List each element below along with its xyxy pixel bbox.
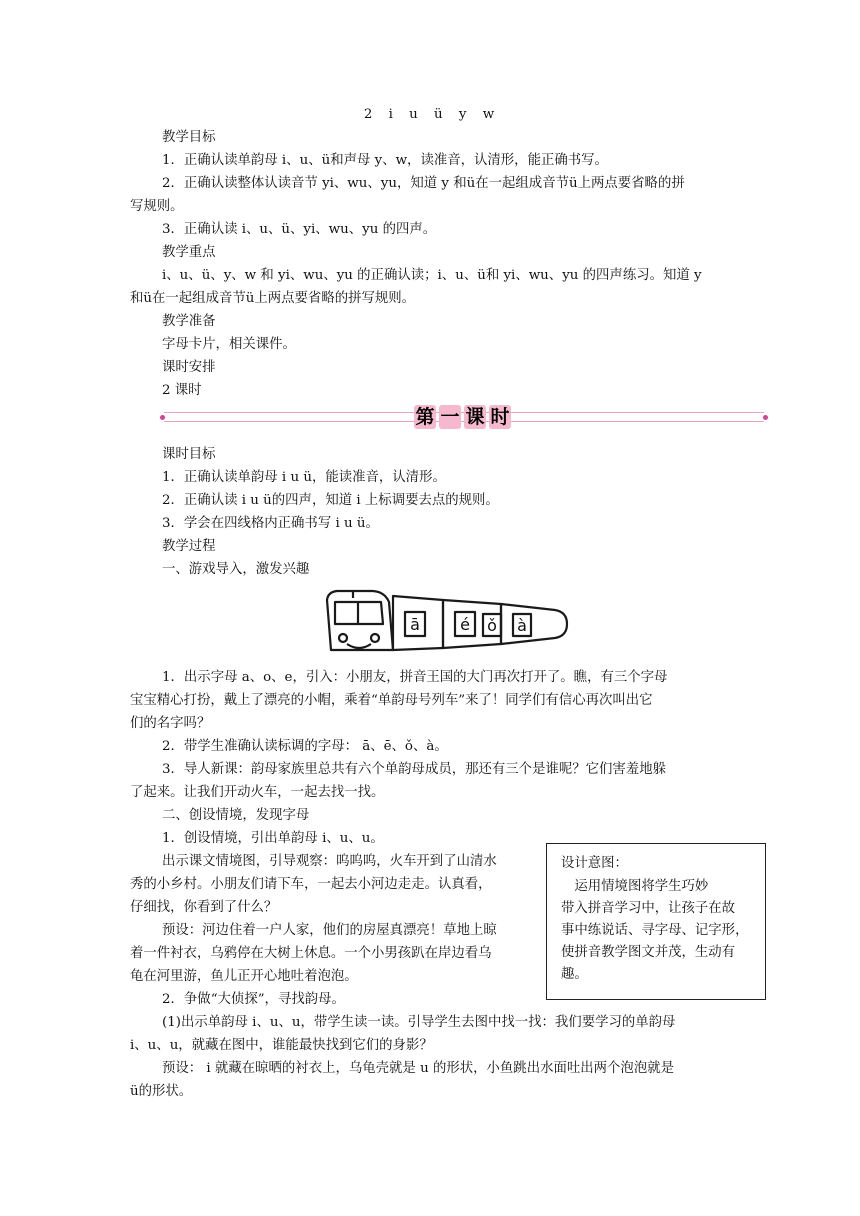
section-two-title: 二、创设情境，发现字母	[162, 808, 310, 823]
focus-text: i、u、ü、y、w 和 yi、wu、yu 的正确认读；i、u、ü和 yi、wu、yu 的四声练习。知道 y	[162, 268, 702, 283]
heading-process: 教学过程	[162, 539, 216, 554]
headlight-left	[339, 634, 347, 642]
design-intent-line: 事中练说话、寻字母、记字形，	[561, 923, 749, 938]
step-1-title: 1．创设情境，引出单韵母 i、u、u。	[162, 831, 384, 846]
preset-2-cont: ü的形状。	[130, 1084, 193, 1099]
para-1-cont2: 们的名字吗？	[130, 716, 211, 731]
locomotive-smile	[347, 644, 371, 648]
design-intent-box	[546, 843, 766, 1000]
para-3: 3．导人新课：韵母家族里总共有六个单韵母成员，那还有三个是谁呢？它们害羞地躲	[162, 762, 666, 777]
lesson-goal-3: 3．学会在四线格内正确书写 i u ü。	[162, 516, 379, 531]
banner-label	[410, 405, 515, 431]
design-intent-line: 带入拼音学习中，让孩子在故	[561, 901, 736, 916]
focus-text-cont: 和ü在一起组成音节ü上两点要省略的拼写规则。	[130, 291, 416, 306]
banner-dot-left	[160, 415, 165, 420]
substep-1-cont: i、u、u，就藏在图中，谁能最快找到它们的身影？	[130, 1038, 433, 1053]
banner-char: 第	[415, 406, 435, 428]
substep-1: (1)出示单韵母 i、u、u，带学生读一读。引导学生去图中找一找：我们要学习的单韵母	[162, 1015, 676, 1030]
heading-goals: 教学目标	[162, 130, 216, 145]
design-intent-line: 使拼音教学图文并茂，生动有	[561, 945, 736, 960]
design-intent-body	[561, 876, 759, 986]
design-intent-line: 趣。	[561, 967, 588, 982]
lesson-goal-1: 1．正确认读单韵母 i u ü，能读准音，认清形。	[162, 470, 446, 485]
goal-2: 2．正确认读整体认读音节 yi、wu、yu，知道 y 和ü在一起组成音节ü上两点要省略的拼	[162, 176, 685, 191]
scene-text-cont2: 仔细找，你看到了什么？	[130, 900, 278, 915]
goal-2-cont: 写规则。	[130, 199, 184, 214]
banner-char: 时	[490, 406, 510, 428]
para-1-cont: 宝宝精心打扮，戴上了漂亮的小帽，乘着“单韵母号列车”来了！同学们有信心再次叫出它	[130, 693, 653, 708]
scene-text-cont: 秀的小乡村。小朋友们请下车，一起去小河边走走。认真看，	[130, 877, 492, 892]
banner-char: 一	[440, 406, 460, 428]
carriage-3	[501, 604, 567, 644]
para-1: 1．出示字母 a、o、e，引入：小朋友，拼音王国的大门再次打开了。瞧，有三个字母	[162, 670, 668, 685]
train-illustration	[323, 586, 573, 658]
preset-2: 预设： i 就藏在晾晒的衬衣上，乌龟壳就是 u 的形状，小鱼跳出水面吐出两个泡泡就是	[162, 1061, 674, 1076]
para-2: 2．带学生准确认读标调的字母： ā、ē、ǒ、à。	[162, 739, 448, 754]
heading-prep: 教学准备	[162, 314, 216, 329]
preset-text-cont: 着一件衬衣，乌鸦停在大树上休息。一个小男孩趴在岸边看乌	[130, 946, 492, 961]
goal-1: 1．正确认读单韵母 i、u、ü和声母 y、w，读准音，认清形，能正确书写。	[162, 153, 608, 168]
prep-text: 字母卡片，相关课件。	[162, 337, 296, 352]
section-banner	[160, 404, 768, 432]
headlight-right	[371, 634, 379, 642]
design-intent-title: 设计意图：	[561, 856, 628, 871]
train-letter: é	[460, 615, 470, 634]
train-letter: ǒ	[487, 616, 497, 635]
section-one-title: 一、游戏导入，激发兴趣	[162, 562, 310, 577]
design-intent-line: 运用情境图将学生巧妙	[561, 879, 709, 894]
heading-lesson-goals: 课时目标	[162, 447, 216, 462]
lesson-title: 2 i u ü y w	[363, 107, 497, 122]
goal-3: 3．正确认读 i、u、ü、yi、wu、yu 的四声。	[162, 222, 437, 237]
para-3-cont: 了起来。让我们开动火车，一起去找一找。	[130, 785, 385, 800]
schedule-text: 2 课时	[162, 383, 202, 398]
banner-char: 课	[465, 406, 485, 428]
train-letter: ā	[410, 615, 420, 634]
train-letter: à	[517, 616, 527, 635]
heading-focus: 教学重点	[162, 245, 216, 260]
heading-schedule: 课时安排	[162, 360, 216, 375]
step-2-title: 2．争做“大侦探”，寻找韵母。	[162, 992, 345, 1007]
banner-dot-right	[763, 415, 768, 420]
preset-text-cont2: 龟在河里游，鱼儿正开心地吐着泡泡。	[130, 969, 358, 984]
preset-text: 预设：河边住着一户人家，他们的房屋真漂亮！草地上晾	[162, 923, 497, 938]
lesson-goal-2: 2．正确认读 i u ü的四声，知道 i 上标调要去点的规则。	[162, 493, 499, 508]
scene-text: 出示课文情境图，引导观察：呜呜呜，火车开到了山清水	[162, 854, 497, 869]
